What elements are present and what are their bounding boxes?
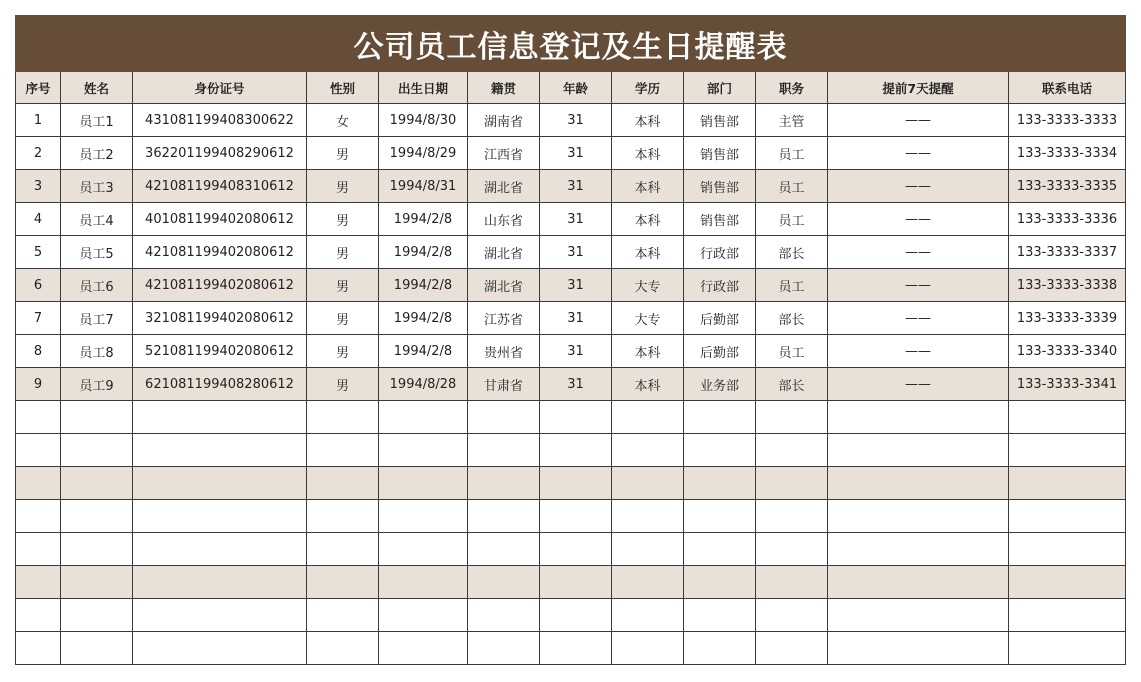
table-cell[interactable]: 员工6 (61, 269, 133, 302)
table-cell[interactable]: 江西省 (468, 137, 540, 170)
table-cell[interactable]: —— (828, 203, 1009, 236)
table-cell[interactable] (379, 599, 468, 632)
table-cell[interactable] (133, 599, 307, 632)
table-cell[interactable] (61, 566, 133, 599)
column-header: 出生日期 (379, 72, 468, 104)
table-cell[interactable] (16, 467, 61, 500)
table-cell[interactable] (16, 599, 61, 632)
table-cell[interactable] (307, 467, 379, 500)
table-cell[interactable]: 8 (16, 335, 61, 368)
table-cell[interactable]: 31 (540, 170, 612, 203)
table-cell[interactable]: —— (828, 236, 1009, 269)
table-cell[interactable] (61, 599, 133, 632)
table-cell[interactable]: 31 (540, 302, 612, 335)
table-cell[interactable] (828, 401, 1009, 434)
table-cell[interactable]: 1994/2/8 (379, 269, 468, 302)
table-row (16, 170, 1126, 203)
table-cell[interactable]: 133-3333-3339 (1009, 302, 1126, 335)
table-cell[interactable] (540, 566, 612, 599)
table-cell[interactable]: 1994/2/8 (379, 302, 468, 335)
table-cell[interactable]: 133-3333-3341 (1009, 368, 1126, 401)
table-cell[interactable]: 31 (540, 335, 612, 368)
table-cell[interactable]: 员工 (756, 137, 828, 170)
table-cell[interactable]: —— (828, 335, 1009, 368)
table-cell[interactable] (379, 632, 468, 665)
column-header: 年龄 (540, 72, 612, 104)
table-cell[interactable]: —— (828, 170, 1009, 203)
table-cell[interactable]: 员工2 (61, 137, 133, 170)
table-row (16, 599, 1126, 632)
table-body (16, 104, 1126, 665)
table-cell[interactable] (133, 434, 307, 467)
table-cell[interactable]: 男 (307, 302, 379, 335)
table-cell[interactable]: 男 (307, 368, 379, 401)
table-cell[interactable]: 1994/2/8 (379, 236, 468, 269)
table-cell[interactable] (307, 533, 379, 566)
table-cell[interactable] (61, 401, 133, 434)
table-cell[interactable]: 男 (307, 170, 379, 203)
column-header: 部门 (684, 72, 756, 104)
table-cell[interactable]: 行政部 (684, 236, 756, 269)
table-cell[interactable]: 江苏省 (468, 302, 540, 335)
table-cell[interactable]: 员工5 (61, 236, 133, 269)
table-cell[interactable]: 本科 (612, 368, 684, 401)
table-cell[interactable]: 员工3 (61, 170, 133, 203)
table-cell[interactable]: 521081199402080612 (133, 335, 307, 368)
table-cell[interactable]: 后勤部 (684, 302, 756, 335)
table-cell[interactable] (468, 401, 540, 434)
table-cell[interactable]: 31 (540, 137, 612, 170)
table-cell[interactable] (379, 467, 468, 500)
table-cell[interactable]: 部长 (756, 236, 828, 269)
table-cell[interactable] (756, 401, 828, 434)
table-row (16, 104, 1126, 137)
table-cell[interactable] (1009, 632, 1126, 665)
table-cell[interactable]: 男 (307, 137, 379, 170)
table-cell[interactable] (468, 566, 540, 599)
table-cell[interactable] (61, 533, 133, 566)
table-cell[interactable] (307, 500, 379, 533)
table-cell[interactable] (828, 434, 1009, 467)
table-cell[interactable]: 女 (307, 104, 379, 137)
table-cell[interactable]: 1994/8/28 (379, 368, 468, 401)
column-header: 学历 (612, 72, 684, 104)
table-cell[interactable] (684, 500, 756, 533)
table-cell[interactable]: 31 (540, 236, 612, 269)
table-cell[interactable]: 销售部 (684, 104, 756, 137)
table-row (16, 203, 1126, 236)
table-cell[interactable]: —— (828, 269, 1009, 302)
table-cell[interactable] (612, 500, 684, 533)
table-cell[interactable]: 行政部 (684, 269, 756, 302)
table-cell[interactable] (828, 533, 1009, 566)
table-cell[interactable] (16, 434, 61, 467)
table-cell[interactable]: 6 (16, 269, 61, 302)
table-cell[interactable] (756, 566, 828, 599)
table-cell[interactable] (16, 566, 61, 599)
table-cell[interactable] (307, 401, 379, 434)
table-cell[interactable] (540, 401, 612, 434)
table-cell[interactable] (1009, 434, 1126, 467)
spreadsheet (15, 15, 1126, 665)
table-cell[interactable]: 1994/2/8 (379, 335, 468, 368)
table-cell[interactable] (540, 500, 612, 533)
table-cell[interactable]: 421081199402080612 (133, 236, 307, 269)
table-cell[interactable] (684, 467, 756, 500)
table-cell[interactable] (133, 467, 307, 500)
table-cell[interactable] (1009, 401, 1126, 434)
table-row (16, 137, 1126, 170)
table-cell[interactable] (756, 533, 828, 566)
table-cell[interactable] (379, 500, 468, 533)
employee-table (15, 72, 1126, 665)
table-cell[interactable] (468, 500, 540, 533)
table-cell[interactable]: 401081199402080612 (133, 203, 307, 236)
table-cell[interactable]: 1994/8/31 (379, 170, 468, 203)
table-cell[interactable] (828, 632, 1009, 665)
table-cell[interactable]: 1994/2/8 (379, 203, 468, 236)
table-row (16, 236, 1126, 269)
table-cell[interactable]: 后勤部 (684, 335, 756, 368)
table-cell[interactable]: 部长 (756, 302, 828, 335)
table-cell[interactable]: 621081199408280612 (133, 368, 307, 401)
table-cell[interactable]: 421081199408310612 (133, 170, 307, 203)
table-cell[interactable] (684, 599, 756, 632)
table-cell[interactable] (1009, 467, 1126, 500)
table-cell[interactable]: 业务部 (684, 368, 756, 401)
table-cell[interactable]: 本科 (612, 335, 684, 368)
table-cell[interactable] (468, 467, 540, 500)
table-cell[interactable] (16, 533, 61, 566)
table-cell[interactable] (16, 632, 61, 665)
column-header: 序号 (16, 72, 61, 104)
table-cell[interactable]: 湖北省 (468, 170, 540, 203)
table-cell[interactable]: —— (828, 137, 1009, 170)
table-cell[interactable]: 男 (307, 236, 379, 269)
column-header: 联系电话 (1009, 72, 1126, 104)
table-cell[interactable] (540, 467, 612, 500)
table-cell[interactable] (828, 566, 1009, 599)
table-cell[interactable]: 部长 (756, 368, 828, 401)
table-cell[interactable]: 431081199408300622 (133, 104, 307, 137)
table-cell[interactable] (133, 566, 307, 599)
table-row (16, 500, 1126, 533)
table-cell[interactable]: 133-3333-3338 (1009, 269, 1126, 302)
table-cell[interactable]: 3 (16, 170, 61, 203)
table-cell[interactable] (540, 632, 612, 665)
table-cell[interactable] (61, 434, 133, 467)
table-cell[interactable]: —— (828, 368, 1009, 401)
table-cell[interactable] (684, 566, 756, 599)
table-cell[interactable] (1009, 599, 1126, 632)
table-cell[interactable] (468, 599, 540, 632)
table-cell[interactable]: 133-3333-3337 (1009, 236, 1126, 269)
header-row (16, 72, 1126, 104)
table-row (16, 533, 1126, 566)
table-cell[interactable] (379, 566, 468, 599)
table-cell[interactable]: 本科 (612, 203, 684, 236)
table-row (16, 368, 1126, 401)
table-cell[interactable] (307, 599, 379, 632)
table-cell[interactable]: 4 (16, 203, 61, 236)
table-cell[interactable]: —— (828, 302, 1009, 335)
table-cell[interactable] (468, 434, 540, 467)
table-cell[interactable]: 主管 (756, 104, 828, 137)
table-cell[interactable]: 员工1 (61, 104, 133, 137)
table-cell[interactable] (540, 533, 612, 566)
table-cell[interactable]: 员工8 (61, 335, 133, 368)
table-cell[interactable]: 1994/8/29 (379, 137, 468, 170)
table-cell[interactable]: 2 (16, 137, 61, 170)
table-cell[interactable]: 员工 (756, 269, 828, 302)
table-cell[interactable]: 男 (307, 335, 379, 368)
table-cell[interactable] (1009, 566, 1126, 599)
column-header: 姓名 (61, 72, 133, 104)
table-cell[interactable] (1009, 533, 1126, 566)
table-cell[interactable]: 1994/8/30 (379, 104, 468, 137)
table-cell[interactable]: 男 (307, 203, 379, 236)
table-cell[interactable]: 大专 (612, 302, 684, 335)
table-row (16, 566, 1126, 599)
table-cell[interactable]: 133-3333-3333 (1009, 104, 1126, 137)
table-cell[interactable] (684, 632, 756, 665)
table-cell[interactable] (684, 533, 756, 566)
table-cell[interactable] (828, 599, 1009, 632)
table-cell[interactable]: 湖南省 (468, 104, 540, 137)
table-cell[interactable] (16, 500, 61, 533)
table-row (16, 632, 1126, 665)
table-cell[interactable]: 133-3333-3340 (1009, 335, 1126, 368)
table-cell[interactable] (133, 401, 307, 434)
table-cell[interactable]: 贵州省 (468, 335, 540, 368)
sheet-title: 公司员工信息登记及生日提醒表 (15, 15, 1126, 72)
table-cell[interactable]: 133-3333-3335 (1009, 170, 1126, 203)
table-cell[interactable] (612, 599, 684, 632)
table-cell[interactable]: 421081199402080612 (133, 269, 307, 302)
table-cell[interactable] (684, 434, 756, 467)
table-cell[interactable]: 1 (16, 104, 61, 137)
table-cell[interactable] (61, 500, 133, 533)
table-cell[interactable] (61, 467, 133, 500)
table-cell[interactable] (379, 401, 468, 434)
table-cell[interactable]: 31 (540, 269, 612, 302)
table-cell[interactable] (307, 566, 379, 599)
table-cell[interactable] (756, 599, 828, 632)
table-cell[interactable]: 本科 (612, 104, 684, 137)
table-cell[interactable]: 员工9 (61, 368, 133, 401)
table-cell[interactable] (540, 434, 612, 467)
table-cell[interactable] (307, 632, 379, 665)
table-cell[interactable]: 销售部 (684, 203, 756, 236)
column-header: 性别 (307, 72, 379, 104)
table-cell[interactable]: 5 (16, 236, 61, 269)
table-cell[interactable] (133, 500, 307, 533)
table-cell[interactable]: 本科 (612, 137, 684, 170)
table-cell[interactable] (612, 632, 684, 665)
table-cell[interactable] (379, 533, 468, 566)
table-cell[interactable] (684, 401, 756, 434)
table-cell[interactable] (612, 467, 684, 500)
table-row (16, 335, 1126, 368)
table-cell[interactable] (756, 632, 828, 665)
table-cell[interactable]: 本科 (612, 236, 684, 269)
table-cell[interactable]: 销售部 (684, 170, 756, 203)
table-cell[interactable] (61, 632, 133, 665)
column-header: 提前7天提醒 (828, 72, 1009, 104)
column-header: 身份证号 (133, 72, 307, 104)
table-cell[interactable]: 员工4 (61, 203, 133, 236)
table-cell[interactable]: 321081199402080612 (133, 302, 307, 335)
column-header: 职务 (756, 72, 828, 104)
table-cell[interactable]: 甘肃省 (468, 368, 540, 401)
table-cell[interactable] (756, 500, 828, 533)
table-cell[interactable]: 员工7 (61, 302, 133, 335)
table-cell[interactable] (1009, 500, 1126, 533)
table-row (16, 467, 1126, 500)
table-cell[interactable] (828, 500, 1009, 533)
table-cell[interactable]: 7 (16, 302, 61, 335)
table-cell[interactable]: 9 (16, 368, 61, 401)
table-cell[interactable]: 山东省 (468, 203, 540, 236)
table-row (16, 401, 1126, 434)
table-cell[interactable]: 133-3333-3336 (1009, 203, 1126, 236)
table-cell[interactable]: 湖北省 (468, 269, 540, 302)
table-cell[interactable]: 员工 (756, 335, 828, 368)
table-cell[interactable] (828, 467, 1009, 500)
table-cell[interactable] (133, 632, 307, 665)
table-cell[interactable] (133, 533, 307, 566)
table-cell[interactable]: 133-3333-3334 (1009, 137, 1126, 170)
table-row (16, 434, 1126, 467)
table-cell[interactable] (612, 434, 684, 467)
table-cell[interactable] (307, 434, 379, 467)
table-cell[interactable]: 大专 (612, 269, 684, 302)
table-cell[interactable]: 湖北省 (468, 236, 540, 269)
table-cell[interactable]: 员工 (756, 203, 828, 236)
table-cell[interactable] (16, 401, 61, 434)
table-cell[interactable] (379, 434, 468, 467)
table-cell[interactable] (468, 533, 540, 566)
table-cell[interactable]: 31 (540, 368, 612, 401)
column-header: 籍贯 (468, 72, 540, 104)
table-cell[interactable]: 员工 (756, 170, 828, 203)
table-row (16, 302, 1126, 335)
table-cell[interactable] (756, 467, 828, 500)
table-cell[interactable]: —— (828, 104, 1009, 137)
table-header (16, 72, 1126, 104)
table-cell[interactable] (540, 599, 612, 632)
table-cell[interactable]: 31 (540, 203, 612, 236)
table-cell[interactable]: 362201199408290612 (133, 137, 307, 170)
table-cell[interactable] (612, 566, 684, 599)
table-cell[interactable]: 31 (540, 104, 612, 137)
table-cell[interactable] (612, 533, 684, 566)
table-cell[interactable]: 男 (307, 269, 379, 302)
table-cell[interactable] (468, 632, 540, 665)
table-cell[interactable]: 销售部 (684, 137, 756, 170)
table-cell[interactable] (612, 401, 684, 434)
table-row (16, 269, 1126, 302)
table-cell[interactable]: 本科 (612, 170, 684, 203)
table-cell[interactable] (756, 434, 828, 467)
